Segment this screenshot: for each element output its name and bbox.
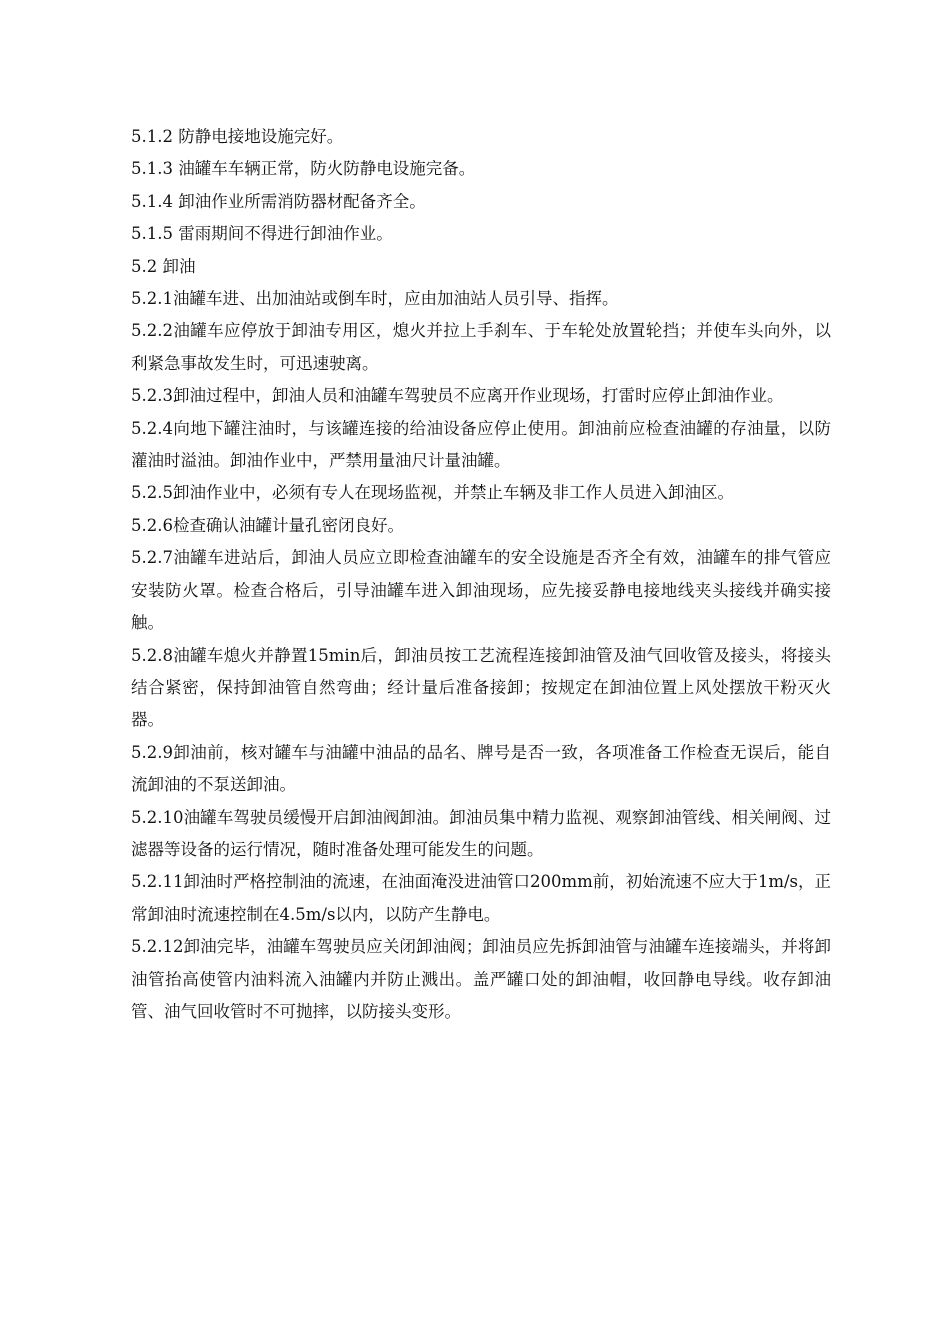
paragraph-5-2-2: 5.2.2油罐车应停放于卸油专用区，熄火并拉上手刹车、于车轮处放置轮挡；并使车头向外，以利紧急事故发生时，可迅速驶离。 (131, 321, 831, 373)
section-heading-5-2: 5.2 卸油 (131, 256, 196, 276)
paragraph-5-2-7: 5.2.7油罐车进站后，卸油人员应立即检查油罐车的安全设施是否齐全有效，油罐车的排气管应安装防火罩。检查合格后，引导油罐车进入卸油现场，应先接妥静电接地线夹头接线并确实接触。 (131, 548, 831, 633)
paragraph-5-2-3: 5.2.3卸油过程中，卸油人员和油罐车驾驶员不应离开作业现场，打雷时应停止卸油作业。 (131, 386, 784, 406)
paragraph-5-2-9: 5.2.9卸油前，核对罐车与油罐中油品的品名、牌号是否一致，各项准备工作检查无误后，能自流卸油的不泵送卸油。 (131, 742, 831, 795)
paragraph-5-1-5: 5.1.5 雷雨期间不得进行卸油作业。 (131, 224, 393, 244)
paragraph-5-2-6: 5.2.6检查确认油罐计量孔密闭良好。 (131, 515, 404, 535)
paragraph-5-1-2: 5.1.2 防静电接地设施完好。 (131, 127, 344, 146)
paragraph-5-1-4: 5.1.4 卸油作业所需消防器材配备齐全。 (131, 191, 426, 211)
paragraph-5-2-11: 5.2.11卸油时严格控制油的流速，在油面淹没进油管口200mm前，初始流速不应大于1m/s，正常卸油时流速控制在4.5m/s以内，以防产生静电。 (131, 872, 831, 924)
paragraph-5-2-12: 5.2.12卸油完毕，油罐车驾驶员应关闭卸油阀；卸油员应先拆卸油管与油罐车连接端头，并将卸油管抬高使管内油料流入油罐内并防止溅出。盖严罐口处的卸油帽，收回静电导线。收存卸油管、油气回收管时不可抛摔，以防接头变形。 (131, 937, 831, 1021)
paragraph-5-2-5: 5.2.5卸油作业中，必须有专人在现场监视，并禁止车辆及非工作人员进入卸油区。 (131, 483, 734, 503)
paragraph-5-2-1: 5.2.1油罐车进、出加油站或倒车时，应由加油站人员引导、指挥。 (131, 289, 619, 309)
paragraph-5-2-8: 5.2.8油罐车熄火并静置15min后，卸油员按工艺流程连接卸油管及油气回收管及接头，将接头结合紧密，保持卸油管自然弯曲；经计量后准备接卸；按规定在卸油位置上风处摆放干粉灭火器。 (131, 645, 831, 730)
paragraph-5-1-3: 5.1.3 油罐车车辆正常，防火防静电设施完备。 (131, 159, 476, 179)
document-body (131, 121, 831, 1028)
paragraph-5-2-4: 5.2.4向地下罐注油时，与该罐连接的给油设备应停止使用。卸油前应检查油罐的存油量，以防灌油时溢油。卸油作业中，严禁用量油尺计量油罐。 (131, 418, 831, 471)
paragraph-5-2-10: 5.2.10油罐车驾驶员缓慢开启卸油阀卸油。卸油员集中精力监视、观察卸油管线、相关闸阀、过滤器等设备的运行情况，随时准备处理可能发生的问题。 (131, 807, 831, 859)
